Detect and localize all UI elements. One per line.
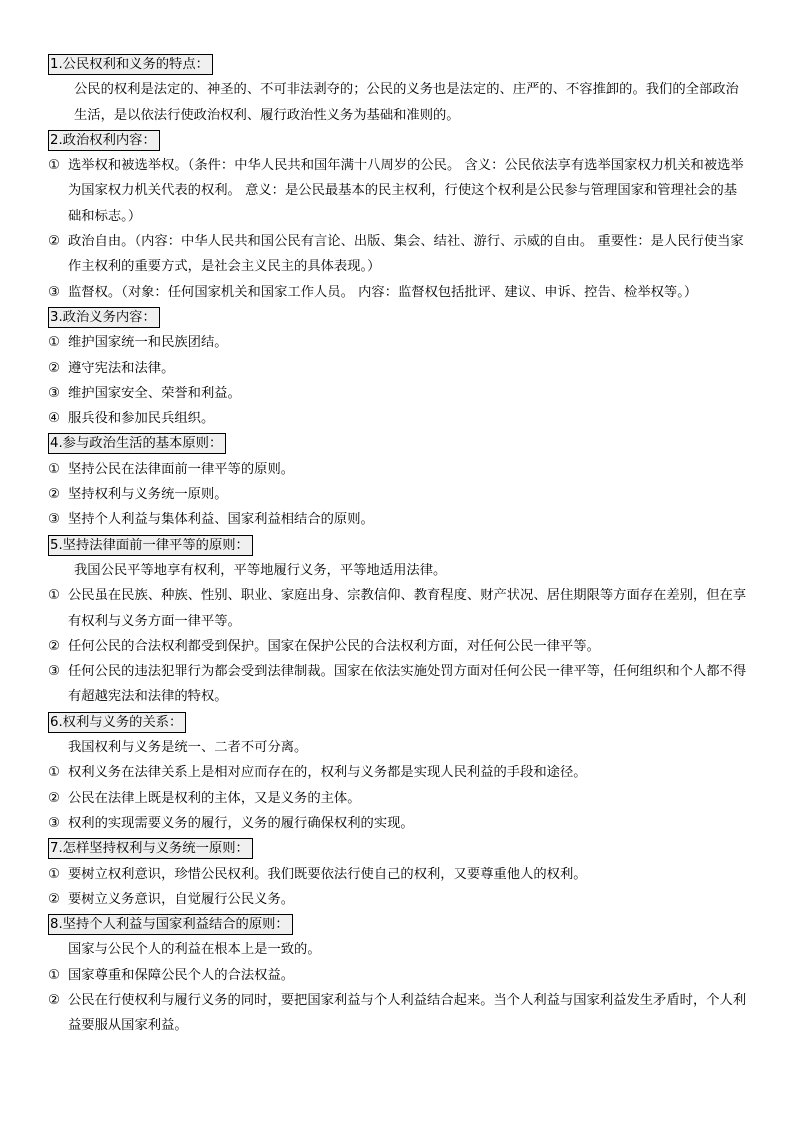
item-number: ① bbox=[48, 335, 60, 351]
item-text: 公民在行使权利与履行义务的同时，要把国家利益与个人利益结合起来。当个人利益与国家利益发生矛盾时，个人利益要服从国家利益。 bbox=[68, 992, 747, 1034]
item-number: ③ bbox=[48, 815, 60, 831]
item-text: 要树立权利意识，珍惜公民权利。我们既要依法行使自己的权利，又要尊重他人的权利。 bbox=[68, 866, 587, 882]
item-text: 遵守宪法和法律。 bbox=[68, 360, 175, 376]
item-number: ③ bbox=[48, 284, 60, 300]
item-number: ② bbox=[48, 638, 60, 654]
item-number: ① bbox=[48, 765, 60, 781]
list-item bbox=[48, 482, 748, 507]
item-number: ① bbox=[48, 866, 60, 882]
section-intro: 公民的权利是法定的、神圣的、不可非法剥夺的；公民的义务也是法定的、庄严的、不容推卸的。我们的全部政治生活，是以依法行使政治权利、履行政治性义务为基础和准则的。 bbox=[74, 82, 739, 123]
list-item bbox=[48, 862, 748, 887]
item-number: ③ bbox=[48, 385, 60, 401]
item-text: 维护国家安全、荣誉和利益。 bbox=[68, 385, 241, 401]
item-text: 政治自由。（内容：中华人民共和国公民有言论、出版、集会、结社、游行、示威的自由。 重要性：是人民行使当家作主权利的重要方式，是社会主义民主的具体表现。） bbox=[68, 234, 744, 275]
item-text: 监督权。（对象：任何国家机关和国家工作人员。 内容：监督权包括批评、建议、申诉、控告、检举权等。） bbox=[68, 284, 698, 300]
section-6 bbox=[48, 710, 748, 836]
item-number: ③ bbox=[48, 512, 60, 528]
item-number: ① bbox=[48, 967, 60, 983]
list-item bbox=[48, 457, 748, 482]
item-number: ① bbox=[48, 158, 60, 174]
list-item bbox=[48, 786, 748, 811]
list-item bbox=[48, 887, 748, 912]
item-number: ① bbox=[48, 461, 60, 477]
list-item bbox=[48, 330, 748, 355]
section-title: 3.政治义务内容： bbox=[48, 307, 160, 328]
list-item bbox=[48, 583, 748, 634]
section-intro: 我国公民平等地享有权利，平等地履行义务，平等地适用法律。 bbox=[74, 562, 447, 578]
list-item bbox=[48, 356, 748, 381]
item-number: ② bbox=[48, 790, 60, 806]
section-7 bbox=[48, 836, 748, 912]
section-title: 7.怎样坚持权利与义务统一原则： bbox=[48, 838, 253, 859]
item-text: 任何公民的违法犯罪行为都会受到法律制裁。国家在依法实施处罚方面对任何公民一律平等，任何组织和个人都不得有超越宪法和法律的特权。 bbox=[68, 664, 747, 705]
section-5 bbox=[48, 533, 748, 710]
list-item bbox=[48, 406, 748, 431]
item-text: 坚持个人利益与集体利益、国家利益相结合的原则。 bbox=[68, 512, 374, 528]
item-number: ② bbox=[48, 992, 60, 1008]
section-title: 8.坚持个人利益与国家利益结合的原则： bbox=[48, 914, 293, 935]
item-number: ④ bbox=[48, 411, 60, 427]
section-title: 4.参与政治生活的基本原则： bbox=[48, 433, 226, 454]
list-item bbox=[48, 634, 748, 659]
section-8 bbox=[48, 912, 748, 1038]
item-text: 坚持公民在法律面前一律平等的原则。 bbox=[68, 461, 295, 477]
item-number: ② bbox=[48, 234, 60, 250]
section-intro: 我国权利与义务是统一、二者不可分离。 bbox=[68, 740, 308, 756]
item-text: 任何公民的合法权利都受到保护。国家在保护公民的合法权利方面，对任何公民一律平等。 bbox=[68, 638, 600, 654]
item-text: 权利义务在法律关系上是相对应而存在的，权利与义务都是实现人民利益的手段和途径。 bbox=[68, 765, 587, 781]
list-item bbox=[48, 507, 748, 532]
section-title: 2.政治权利内容： bbox=[48, 130, 160, 151]
item-text: 权利的实现需要义务的履行，义务的履行确保权利的实现。 bbox=[68, 815, 414, 831]
item-text: 要树立义务意识，自觉履行公民义务。 bbox=[68, 891, 295, 907]
item-text: 国家尊重和保障公民个人的合法权益。 bbox=[68, 967, 295, 983]
item-text: 公民虽在民族、种族、性别、职业、家庭出身、宗教信仰、教育程度、财产状况、居住期限等方面存在差别，但在享有权利与义务方面一律平等。 bbox=[68, 588, 747, 629]
item-number: ② bbox=[48, 891, 60, 907]
list-item bbox=[48, 229, 748, 280]
list-item bbox=[48, 153, 748, 229]
section-title: 5.坚持法律面前一律平等的原则： bbox=[48, 535, 253, 556]
section-title: 1.公民权利和义务的特点： bbox=[48, 54, 213, 75]
section-intro: 国家与公民个人的利益在根本上是一致的。 bbox=[68, 942, 321, 958]
list-item bbox=[48, 280, 748, 305]
item-number: ② bbox=[48, 487, 60, 503]
section-3 bbox=[48, 305, 748, 431]
item-text: 公民在法律上既是权利的主体，又是义务的主体。 bbox=[68, 790, 361, 806]
section-title: 6.权利与义务的关系： bbox=[48, 712, 186, 733]
section-1 bbox=[48, 52, 748, 128]
section-2 bbox=[48, 128, 748, 305]
item-number: ① bbox=[48, 588, 60, 604]
section-4 bbox=[48, 431, 748, 532]
list-item bbox=[48, 988, 748, 1039]
list-item bbox=[48, 963, 748, 988]
list-item bbox=[48, 760, 748, 785]
item-number: ③ bbox=[48, 664, 60, 680]
list-item bbox=[48, 811, 748, 836]
document-page bbox=[48, 52, 748, 1039]
list-item bbox=[48, 381, 748, 406]
item-text: 维护国家统一和民族团结。 bbox=[68, 335, 228, 351]
item-text: 服兵役和参加民兵组织。 bbox=[68, 411, 215, 427]
item-text: 坚持权利与义务统一原则。 bbox=[68, 487, 228, 503]
item-number: ② bbox=[48, 360, 60, 376]
list-item bbox=[48, 659, 748, 710]
item-text: 选举权和被选举权。（条件：中华人民共和国年满十八周岁的公民。 含义：公民依法享有选举国家权力机关和被选举为国家权力机关代表的权利。 意义：是公民最基本的民主权利，行使这个权利是公民参与管理国家和管理社会的基础和标志。） bbox=[68, 158, 744, 224]
